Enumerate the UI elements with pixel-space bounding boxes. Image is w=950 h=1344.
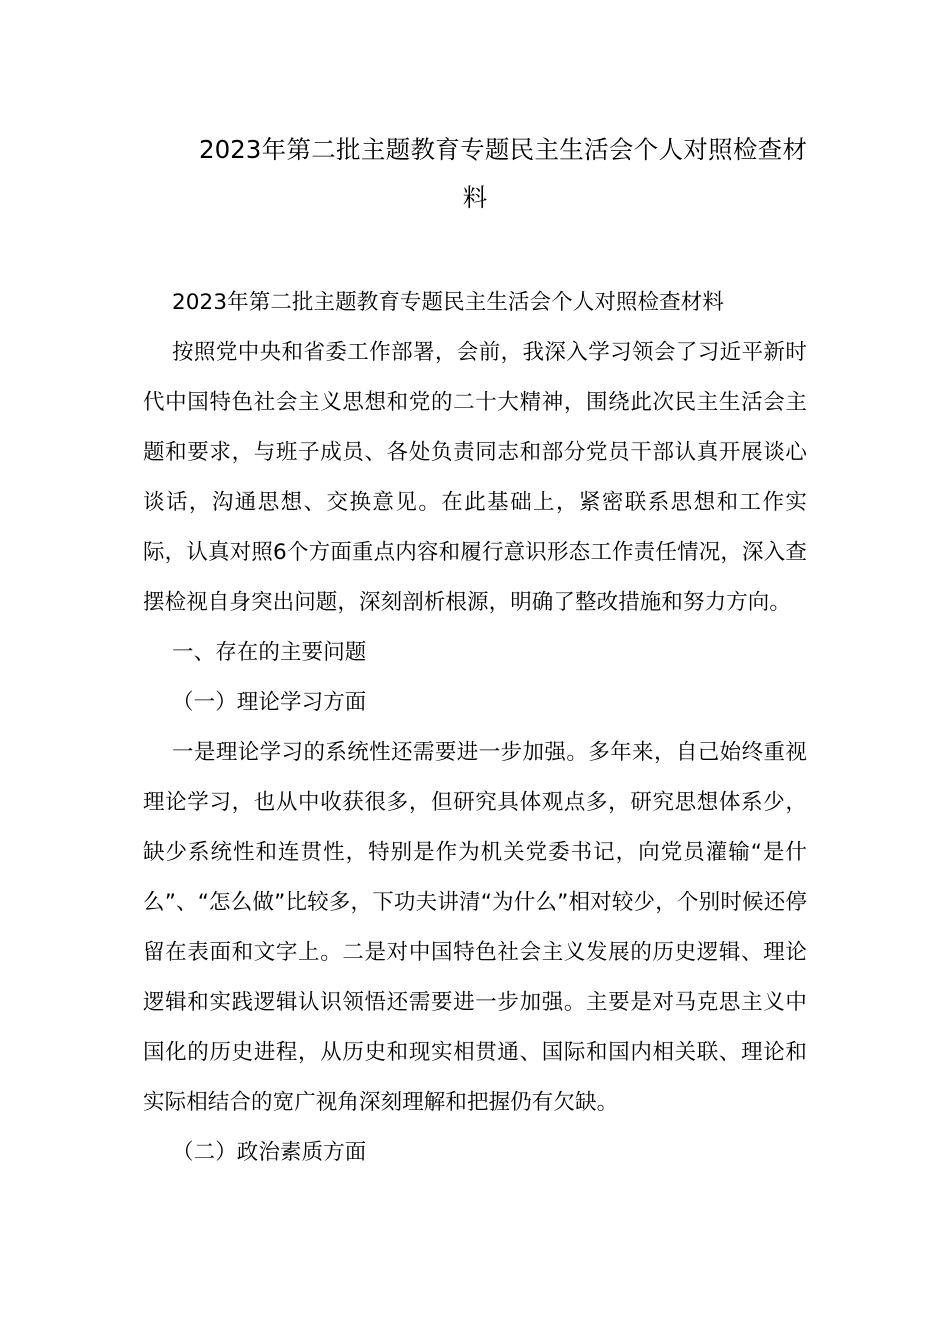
section-heading-1: 一、存在的主要问题 bbox=[172, 640, 367, 665]
intro-paragraph: 按照党中央和省委工作部署，会前，我深入学习领会了习近平新时代中国特色社会主义思想和党的二十大精神，围绕此次民主生活会主题和要求，与班子成员、各处负责同志和部分党员干部认真开展谈心谈话，沟通思想、交换意见。在此基础上，紧密联系思想和工作实际，认真对照6个方面重点内容和履行意识形态工作责任情况，深入查摆检视自身突出问题，深刻剖析根源，明确了整改措施和努力方向。 bbox=[143, 340, 807, 615]
subsection-heading-1: （一）理论学习方面 bbox=[172, 690, 367, 715]
subsection-heading-2: （二）政治素质方面 bbox=[172, 1140, 367, 1165]
document-body bbox=[143, 278, 807, 1178]
document-title: 2023年第二批主题教育专题民主生活会个人对照检查材料 bbox=[199, 135, 807, 212]
theory-study-paragraph: 一是理论学习的系统性还需要进一步加强。多年来，自己始终重视理论学习，也从中收获很多，但研究具体观点多，研究思想体系少，缺少系统性和连贯性，特别是作为机关党委书记，向党员灌输“是什么”、“怎么做”比较多，下功夫讲清“为什么”相对较少，个别时候还停留在表面和文字上。二是对中国特色社会主义发展的历史逻辑、理论逻辑和实践逻辑认识领悟还需要进一步加强。主要是对马克思主义中国化的历史进程，从历史和现实相贯通、国际和国内相关联、理论和实际相结合的宽广视角深刻理解和把握仍有欠缺。 bbox=[143, 740, 807, 1115]
subtitle-paragraph: 2023年第二批主题教育专题民主生活会个人对照检查材料 bbox=[172, 290, 724, 315]
